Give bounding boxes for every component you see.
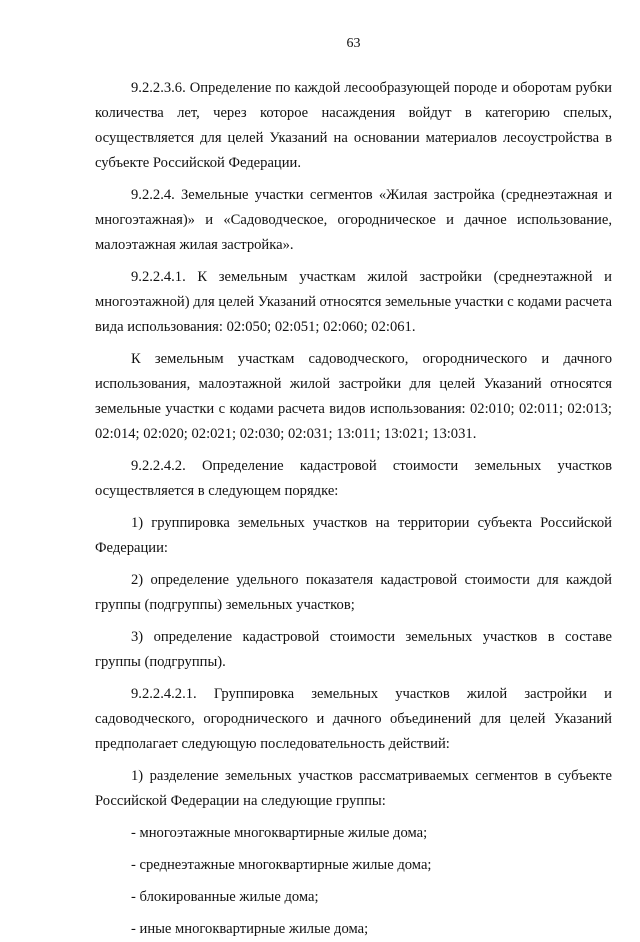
step-1-division: 1) разделение земельных участков рассматриваемых сегментов в субъекте Российской Федерации на следующие группы: [95,768,612,809]
paragraph-9-2-2-4-2-1: 9.2.2.4.2.1. Группировка земельных участков жилой застройки и садоводческого, огороднического и дачного объединений для целей Указаний предполагает следующую последовательность действий: [95,686,612,752]
page-number: 63 [346,36,361,51]
paragraph-9-2-2-4-2: 9.2.2.4.2. Определение кадастровой стоимости земельных участков осуществляется в следующем порядке: [95,458,612,499]
paragraph-9-2-2-4-1: 9.2.2.4.1. К земельным участкам жилой застройки (среднеэтажной и многоэтажной) для целей Указаний относятся земельные участки с кодами расчета вида использования: 02:050; 02:051; 02:060; 02:061. [95,269,612,335]
step-2-specific-indicator: 2) определение удельного показателя кадастровой стоимости для каждой группы (подгруппы) земельных участков; [95,572,612,613]
paragraph-9-2-2-3-6: 9.2.2.3.6. Определение по каждой лесообразующей породе и оборотам рубки количества лет, через которое насаждения войдут в категорию спелых, осуществляется для целей Указаний на основании материалов лесоустройства в субъекте Российской Федерации. [95,80,612,171]
list-item: - блокированные жилые дома; [131,889,319,905]
list-item: - многоэтажные многоквартирные жилые дома; [131,825,428,841]
step-1-grouping: 1) группировка земельных участков на территории субъекта Российской Федерации: [95,515,612,556]
list-item: - иные многоквартирные жилые дома; [131,921,369,937]
paragraph-9-2-2-4: 9.2.2.4. Земельные участки сегментов «Жилая застройка (среднеэтажная и многоэтажная)» и «Садоводческое, огородническое и дачное использование, малоэтажная жилая застройка». [95,187,612,253]
paragraph-garden-plots: К земельным участкам садоводческого, огороднического и дачного использования, малоэтажной жилой застройки для целей Указаний относятся земельные участки с кодами расчета видов использования: 02:010; 02:011; 02:013; 02:014; 02:020; 02:021; 02:030; 02:031; 13:011; 13:021; 13:031. [95,351,612,442]
step-3-cadastral-value: 3) определение кадастровой стоимости земельных участков в составе группы (подгруппы). [95,629,612,670]
list-item: - среднеэтажные многоквартирные жилые дома; [131,857,432,873]
